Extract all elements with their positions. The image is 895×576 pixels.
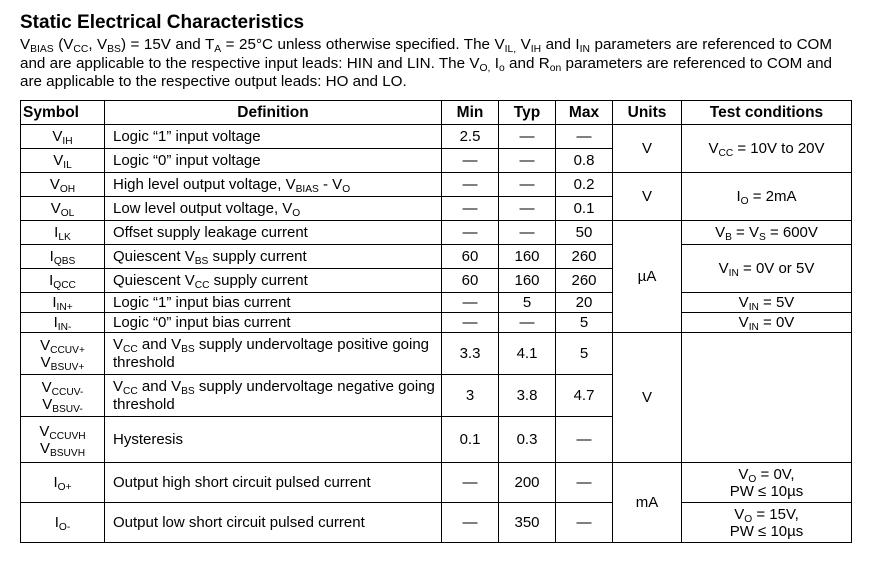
typ-cell: 160	[499, 245, 556, 269]
header-min: Min	[442, 101, 499, 125]
typ-cell: 5	[499, 293, 556, 313]
symbol-cell: $I_{LK}$	[21, 221, 105, 245]
definition-cell: Logic “0” input bias current	[105, 313, 442, 333]
test-condition-cell: $V_{IN} = 0V$	[682, 313, 852, 333]
test-condition-cell: $V_O = 0V$, PW ≤ 10µs	[682, 463, 852, 503]
table-body	[21, 125, 852, 543]
units-cell: mA	[613, 463, 682, 543]
header-units: Units	[613, 101, 682, 125]
symbol-cell: $I_{O+}$	[21, 463, 105, 503]
max-cell: 0.2	[556, 173, 613, 197]
symbol-cell: $I_{QCC}$	[21, 269, 105, 293]
max-cell: 260	[556, 245, 613, 269]
typ-cell: 160	[499, 269, 556, 293]
symbol-cell: $V_{CCUV+}$ $V_{BSUV+}$	[21, 333, 105, 375]
max-cell: —	[556, 463, 613, 503]
min-cell: 60	[442, 245, 499, 269]
max-cell: 50	[556, 221, 613, 245]
min-cell: 3.3	[442, 333, 499, 375]
definition-cell: Hysteresis	[105, 417, 442, 463]
min-cell: —	[442, 221, 499, 245]
header-test-conditions: Test conditions	[682, 101, 852, 125]
max-cell: 0.8	[556, 149, 613, 173]
section-title: Static Electrical Characteristics	[20, 12, 305, 33]
test-condition-cell: $V_{CC} = 10V$ to 20V	[682, 125, 852, 173]
max-cell: 20	[556, 293, 613, 313]
min-cell: —	[442, 463, 499, 503]
header-definition: Definition	[105, 101, 442, 125]
min-cell: —	[442, 197, 499, 221]
table-row-voh	[21, 173, 852, 197]
typ-cell: —	[499, 173, 556, 197]
max-cell: 260	[556, 269, 613, 293]
symbol-cell: $I_{O-}$	[21, 503, 105, 543]
typ-cell: 3.8	[499, 375, 556, 417]
min-cell: —	[442, 503, 499, 543]
definition-cell: $V_{CC}$ and $V_{BS}$ supply undervoltage negative going threshold	[105, 375, 442, 417]
definition-cell: Offset supply leakage current	[105, 221, 442, 245]
max-cell: —	[556, 503, 613, 543]
max-cell: 4.7	[556, 375, 613, 417]
table-row-io-minus	[21, 503, 852, 543]
units-cell: V	[613, 173, 682, 221]
symbol-cell: $V_{OH}$	[21, 173, 105, 197]
definition-cell: High level output voltage, $V_{BIAS} - V_O$	[105, 173, 442, 197]
symbol-cell: $I_{QBS}$	[21, 245, 105, 269]
test-condition-cell: $V_{IN} = 0V$ or 5V	[682, 245, 852, 293]
definition-cell: Quiescent $V_{CC}$ supply current	[105, 269, 442, 293]
test-condition-cell: $I_O = 2mA$	[682, 173, 852, 221]
typ-cell: 4.1	[499, 333, 556, 375]
symbol-cell: $V_{IH}$	[21, 125, 105, 149]
typ-cell: —	[499, 149, 556, 173]
definition-cell: Low level output voltage, $V_O$	[105, 197, 442, 221]
symbol-cell: $V_{CCUVH}$ $V_{BSUVH}$	[21, 417, 105, 463]
min-cell: 2.5	[442, 125, 499, 149]
units-cell: V	[613, 125, 682, 173]
units-cell: µA	[613, 221, 682, 333]
definition-cell: Output low short circuit pulsed current	[105, 503, 442, 543]
units-cell: V	[613, 333, 682, 463]
characteristics-table	[20, 100, 852, 543]
header-symbol: Symbol	[21, 101, 105, 125]
min-cell: —	[442, 149, 499, 173]
max-cell: 5	[556, 333, 613, 375]
table-row-iin-minus	[21, 313, 852, 333]
table-row-io-plus	[21, 463, 852, 503]
table-row-iqbs	[21, 245, 852, 269]
typ-cell: 200	[499, 463, 556, 503]
definition-cell: Output high short circuit pulsed current	[105, 463, 442, 503]
typ-cell: —	[499, 125, 556, 149]
header-max: Max	[556, 101, 613, 125]
definition-cell: Logic “1” input voltage	[105, 125, 442, 149]
min-cell: —	[442, 313, 499, 333]
definition-cell: Quiescent $V_{BS}$ supply current	[105, 245, 442, 269]
symbol-cell: $V_{IL}$	[21, 149, 105, 173]
typ-cell: —	[499, 197, 556, 221]
min-cell: —	[442, 173, 499, 197]
definition-cell: Logic “0” input voltage	[105, 149, 442, 173]
test-condition-cell: $V_{IN} = 5V$	[682, 293, 852, 313]
definition-cell: Logic “1” input bias current	[105, 293, 442, 313]
table-row-vih	[21, 125, 852, 149]
table-row-iin-plus	[21, 293, 852, 313]
symbol-cell: $I_{IN+}$	[21, 293, 105, 313]
min-cell: 60	[442, 269, 499, 293]
symbol-cell: $V_{CCUV-}$ $V_{BSUV-}$	[21, 375, 105, 417]
table-row-vccuv-plus	[21, 333, 852, 375]
max-cell: 5	[556, 313, 613, 333]
typ-cell: 0.3	[499, 417, 556, 463]
typ-cell: —	[499, 221, 556, 245]
intro-paragraph: $V_{BIAS}$ ($V_{CC}$, $V_{BS}) = 15V$ and $T_A = 25^\circ C$ unless otherwise specified. The $V_{IL,}$ $V_{IH}$ and $I_{IN}$ parameters are referenced to COM and are applicable to the respective input leads: HIN and LIN. The $V_{O,}$ $I_o$ and $R_{on}$ parameters are referenced to COM and are applicable to the respective output leads: HO and LO.	[20, 36, 832, 90]
header-typ: Typ	[499, 101, 556, 125]
min-cell: 0.1	[442, 417, 499, 463]
typ-cell: —	[499, 313, 556, 333]
symbol-cell: $V_{OL}$	[21, 197, 105, 221]
max-cell: —	[556, 125, 613, 149]
min-cell: —	[442, 293, 499, 313]
test-condition-cell: $V_B = V_S = 600V$	[682, 221, 852, 245]
table-row-ilk	[21, 221, 852, 245]
header-row	[21, 101, 852, 125]
definition-cell: $V_{CC}$ and $V_{BS}$ supply undervoltage positive going threshold	[105, 333, 442, 375]
test-condition-cell	[682, 333, 852, 463]
typ-cell: 350	[499, 503, 556, 543]
symbol-cell: $I_{IN-}$	[21, 313, 105, 333]
max-cell: —	[556, 417, 613, 463]
max-cell: 0.1	[556, 197, 613, 221]
min-cell: 3	[442, 375, 499, 417]
test-condition-cell: $V_O = 15V$, PW ≤ 10µs	[682, 503, 852, 543]
